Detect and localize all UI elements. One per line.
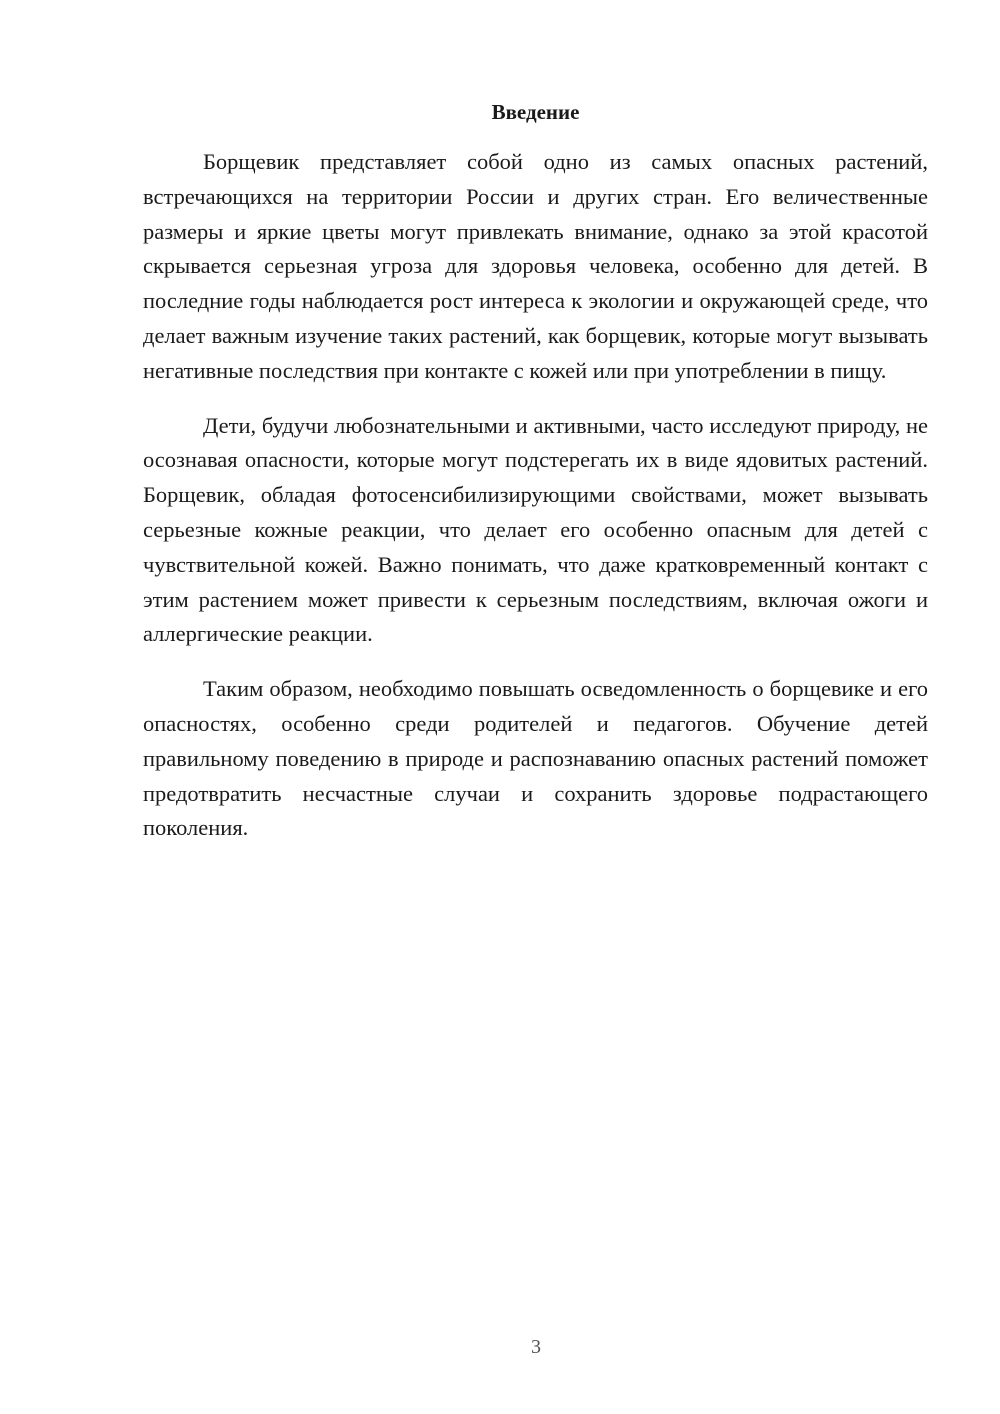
paragraph-3: Таким образом, необходимо повышать осведомленность о борщевике и его опасностях, особенно среди родителей и педагогов. Обучение детей правильному поведению в природе и распознаванию опасных растений поможет предотвратить несчастные случаи и сохранить здоровье подрастающего поколения. [143, 676, 928, 841]
body-text [143, 145, 928, 866]
page-title: Введение [491, 100, 580, 124]
paragraph-2: Дети, будучи любознательными и активными, часто исследуют природу, не осознавая опасности, которые могут подстерегать их в виде ядовитых растений. Борщевик, обладая фотосенсибилизирующими свойствами, может вызывать серьезные кожные реакции, что делает его особенно опасным для детей с чувствительной кожей. Важно понимать, что даже кратковременный контакт с этим растением может привести к серьезным последствиям, включая ожоги и аллергические реакции. [143, 412, 928, 647]
page-number: 3 [531, 1336, 541, 1358]
paragraph-1: Борщевик представляет собой одно из самых опасных растений, встречающихся на территории России и других стран. Его величественные размеры и яркие цветы могут привлекать внимание, однако за этой красотой скрывается серьезная угроза для здоровья человека, особенно для детей. В последние годы наблюдается рост интереса к экологии и окружающей среде, что делает важным изучение таких растений, как борщевик, которые могут вызывать негативные последствия при контакте с кожей или при употреблении в пищу. [143, 149, 928, 383]
